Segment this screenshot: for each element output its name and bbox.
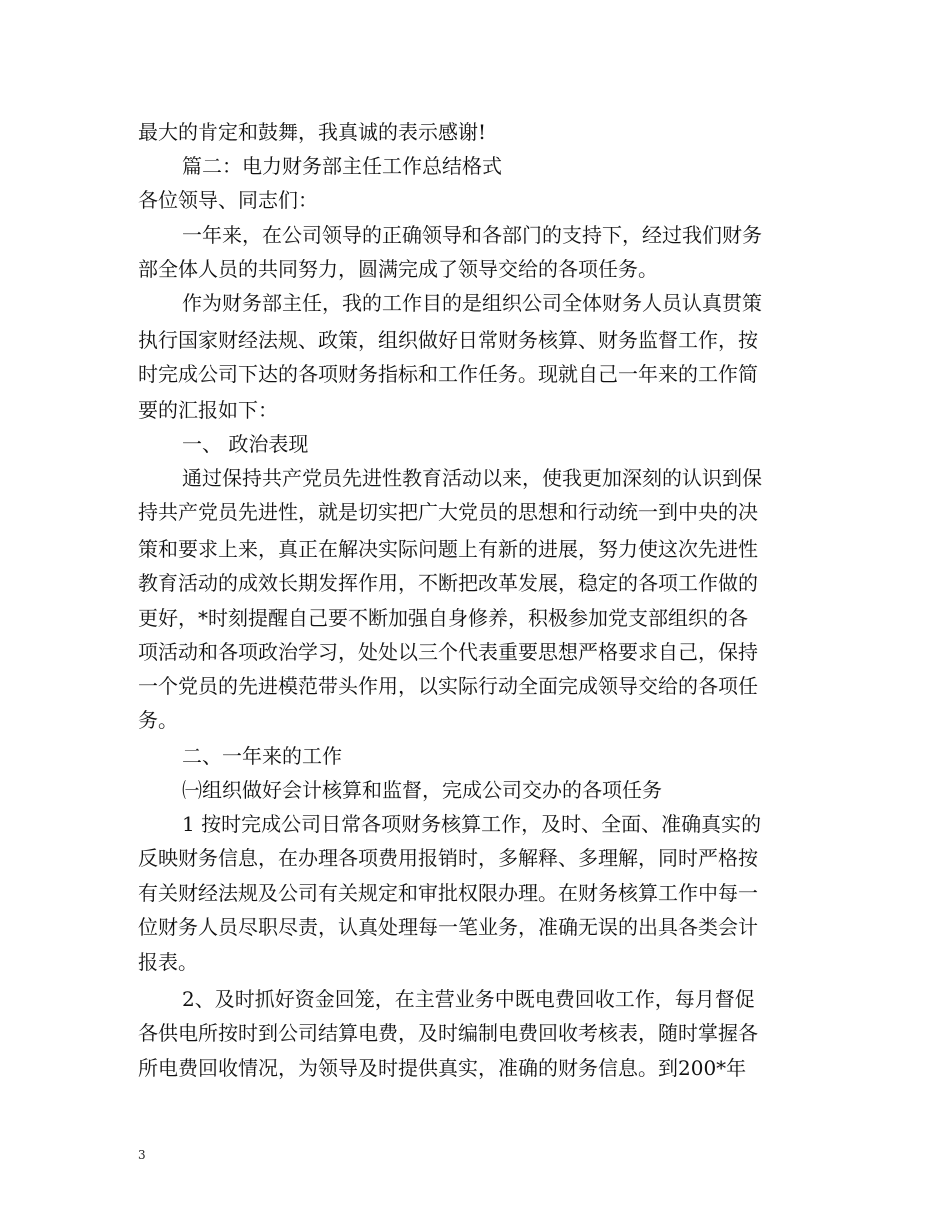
text-line: 位财务人员尽职尽责，认真处理每一笔业务，准确无误的出具各类会计 xyxy=(138,915,758,939)
text-line: 所电费回收情况，为领导及时提供真实，准确的财务信息。到200*年 xyxy=(138,1056,747,1080)
text-line: 教育活动的成效长期发挥作用，不断把改革发展，稳定的各项工作做的 xyxy=(138,571,758,595)
section-heading: 二、一年来的工作 xyxy=(182,744,342,768)
text-line: 持共产党员先进性，就是切实把广大党员的思想和行动统一到中央的决 xyxy=(138,500,758,524)
section-heading: 篇二：电力财务部主任工作总结格式 xyxy=(182,154,502,178)
text-line: 一个党员的先进模范带头作用，以实际行动全面完成领导交给的各项任 xyxy=(138,674,758,698)
salutation: 各位领导、同志们： xyxy=(138,188,318,212)
text-line: 作为财务部主任，我的工作目的是组织公司全体财务人员认真贯策 xyxy=(182,291,762,315)
text-line: 策和要求上来，真正在解决实际问题上有新的进展，努力使这次先进性 xyxy=(138,537,758,561)
text-line: 各供电所按时到公司结算电费，及时编制电费回收考核表，随时掌握各 xyxy=(138,1021,758,1045)
text-line: 部全体人员的共同努力，圆满完成了领导交给的各项任务。 xyxy=(138,257,658,281)
text-line: 反映财务信息，在办理各项费用报销时，多解释、多理解，同时严格按 xyxy=(138,846,758,870)
text-line: 通过保持共产党员先进性教育活动以来，使我更加深刻的认识到保 xyxy=(182,466,762,490)
text-line: 一年来，在公司领导的正确领导和各部门的支持下，经过我们财务 xyxy=(182,223,762,247)
text-line: 有关财经法规及公司有关规定和审批权限办理。在财务核算工作中每一 xyxy=(138,881,758,905)
text-line: 时完成公司下达的各项财务指标和工作任务。现就自己一年来的工作简 xyxy=(138,362,758,386)
section-heading: 一、 政治表现 xyxy=(182,432,309,456)
text-line: 项活动和各项政治学习，处处以三个代表重要思想严格要求自己，保持 xyxy=(138,640,758,664)
text-line: 报表。 xyxy=(138,950,198,974)
page-number: 3 xyxy=(138,1148,146,1162)
text-line: 务。 xyxy=(138,708,178,732)
text-line: 更好，*时刻提醒自己要不断加强自身修养，积极参加党支部组织的各 xyxy=(138,606,748,630)
text-line: 最大的肯定和鼓舞，我真诚的表示感谢! xyxy=(138,120,487,144)
text-line: 2、及时抓好资金回笼，在主营业务中既电费回收工作，每月督促 xyxy=(182,987,755,1011)
subsection-heading: ㈠组织做好会计核算和监督，完成公司交办的各项任务 xyxy=(182,778,662,802)
text-line: 1 按时完成公司日常各项财务核算工作，及时、全面、准确真实的 xyxy=(182,812,762,836)
text-line: 执行国家财经法规、政策，组织做好日常财务核算、财务监督工作，按 xyxy=(138,328,758,352)
text-line: 要的汇报如下： xyxy=(138,398,278,422)
